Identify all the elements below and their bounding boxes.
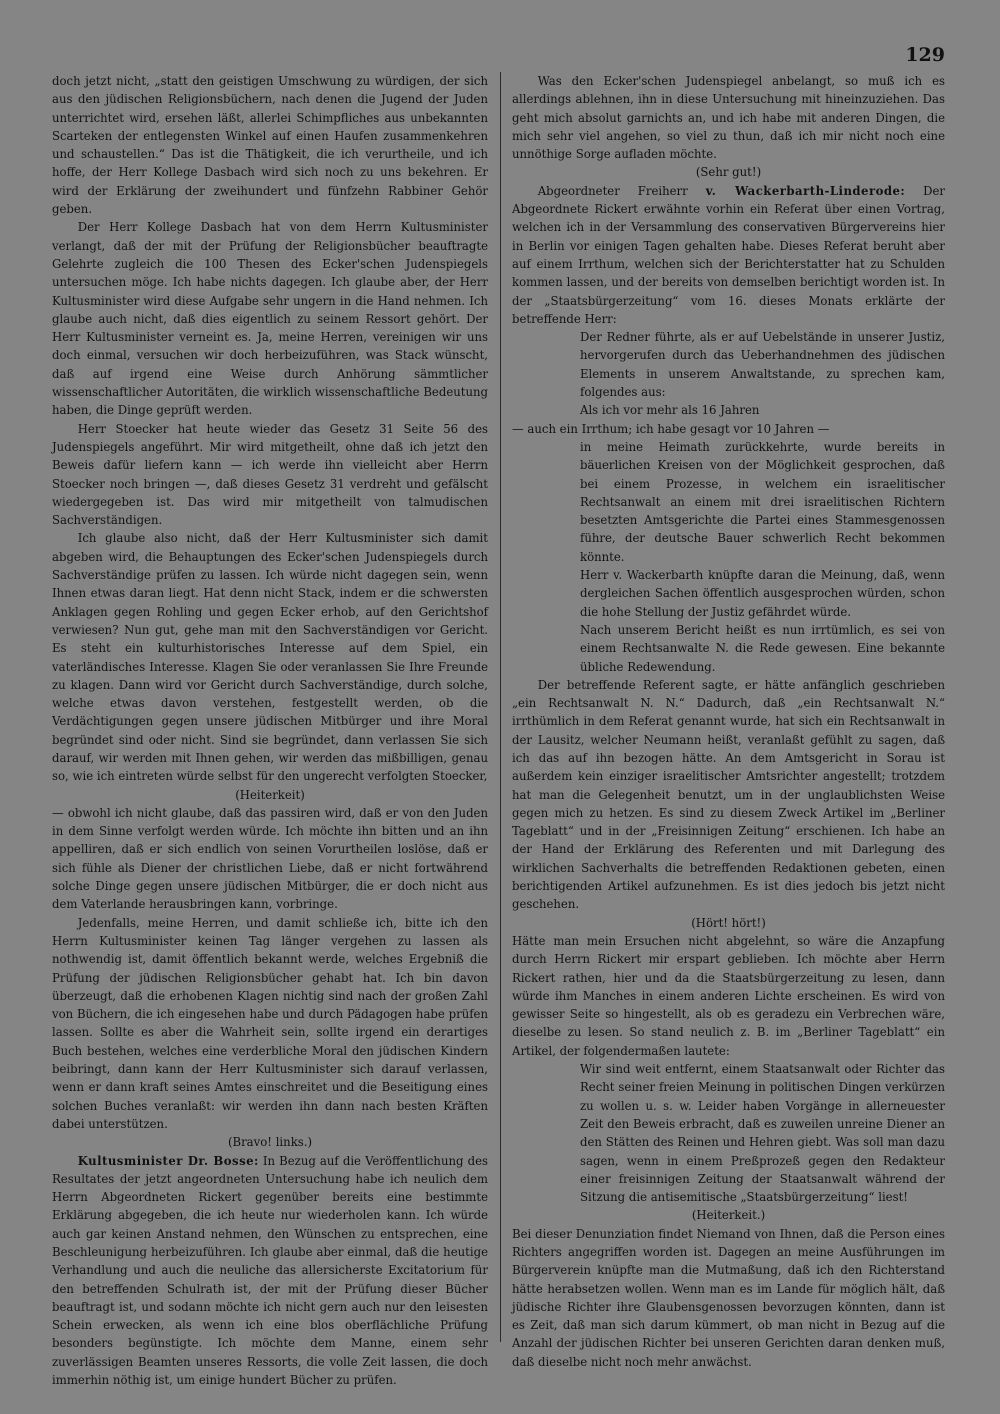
paragraph: Ich glaube also nicht, daß der Herr Kultusminister sich damit abgeben wird, die Behauptungen des Ecker'schen Judenspiegels durch Sachverständige prüfen zu lassen. Ich würde nicht dagegen sein, wenn Ihnen etwas daran liegt. Hat denn nicht Stack, indem er die schwersten Anklagen gegen Rohling und gegen Ecker erhob, auf den Gerichtshof verwiesen? Nun gut, gehe man mit den Sachverständigen vor Gericht. Es steht ein kulturhistorisches Interesse auf dem Spiel, ein vaterländisches Interesse. Klagen Sie oder veranlassen Sie Ihre Freunde zu klagen. Dann wird vor Gericht durch Sachverständige, durch solche, welche etwas davon verstehen, festgestellt werden, ob die Verdächtigungen gegen unsere jüdischen Mitbürger und ihre Moral begründet sind oder nicht. Sind sie begründet, dann verlassen Sie sich darauf, wir werden mit Ihnen gehen, wir werden das mißbilligen, genau so, wie ich eintreten würde selbst für den ungerecht verfolgten Stoecker, [52,531,488,784]
quoted-paragraph [580,1060,945,1206]
paragraph: — obwohl ich nicht glaube, daß das passiren wird, daß er von den Juden in dem Sinne verfolgt werden würde. Ich möchte ihn bitten und an ihn appelliren, daß er sich endlich von seinen Vorurtheilen loslöse, daß er sich fühle als Diener der christlichen Liebe, daß er nicht fortwährend solche Dinge gegen unsere jüdischen Mitbürger, die er doch nicht aus dem Vaterlande herausbringen kann, vorbringe. [52,805,488,912]
interjection: (Heiterkeit) [235,787,305,802]
speech-text: In Bezug auf die Veröffentlichung des Resultates der jetzt angeordneten Untersuchung habe ich neulich dem Herrn Abgeordneten Rickert gegenüber bereits eine bestimmte Erklärung abgegeben, die ich heute nur wiederholen kann. Ich würde auch gar keinen Anstand nehmen, den Wünschen zu entsprechen, eine Beschleunigung herbeizuführen. Ich glaube aber einmal, daß die heutige Verhandlung und auch die neuliche das allersicherste Excitatorium für den betreffenden Schulrath ist, der mit der Prüfung dieser Bücher beauftragt ist, und sodann möchte ich nicht gern auch nur den leisesten Schein erwecken, als wenn ich eine blos oberflächliche Prüfung besonders begünstigte. Ich möchte dem Manne, einem sehr zuverlässigen Beamten unseres Ressorts, die volle Zeit lassen, die doch immerhin nöthig ist, um einige hundert Bücher zu prüfen. [52,1153,488,1388]
quoted-paragraph [580,621,945,676]
paragraph: Der Herr Kollege Dasbach hat von dem Herrn Kultusminister verlangt, daß der mit der Prüfung der Religionsbücher beauftragte Gelehrte zugleich die 100 Thesen des Ecker'schen Judenspiegels untersuchen möge. Ich habe nichts dagegen. Ich glaube aber, der Herr Kultusminister wird diese Aufgabe sehr ungern in die Hand nehmen. Ich glaube auch nicht, daß dies eigentlich zu seinem Ressort gehört. Der Herr Kultusminister verneint es. Ja, meine Herren, vereinigen wir uns doch einmal, versuchen wir doch herbeizuführen, was Stack wünscht, daß auf irgend eine Weise durch Anhörung sämmtlicher wissenschaftlicher Autoritäten, die wirklich wissenschaftliche Bedeutung haben, die Dinge geprüft werden. [52,220,488,418]
quote-text: Herr v. Wackerbarth knüpfte daran die Meinung, daß, wenn dergleichen Sachen öffentlich ausgesprochen würden, schon die hohe Stellung der Justiz gefährdet würde. [580,568,945,619]
speaker-prefix: Abgeordneter Freiherr [537,183,688,198]
quote-text: Als ich vor mehr als 16 Jahren [580,403,760,418]
quoted-paragraph [580,438,945,566]
paragraph: Was den Ecker'schen Judenspiegel anbelangt, so muß ich es allerdings ablehnen, ihn in diese Untersuchung mit hineinzuziehen. Das geht mich absolut garnichts an, und ich habe mit anderen Dingen, die mich sehr viel angehen, so viel zu thun, daß ich mir nicht noch eine unnöthige Sorge aufladen möchte. [512,74,945,162]
paragraph: Bei dieser Denunziation findet Niemand von Ihnen, daß die Person eines Richters angegriffen worden ist. Dagegen an meine Ausführungen im Bürgerverein knüpfte man die Mutmaßung, daß ich den Richterstand hätte herabsetzen wollen. Wenn man es im Lande für möglich hält, daß jüdische Richter ihre Glaubensgenossen bevorzugen könnten, dann ist es Zeit, daß man sich darum kümmert, ob man nicht in Bezug auf die Anzahl der jüdischen Richter bei unseren Gerichten daran denken muß, daß dieselbe nicht noch mehr anwächst. [512,1226,945,1369]
left-column [52,72,488,1389]
quoted-paragraph [580,328,945,401]
speech-text: Der Abgeordnete Rickert erwähnte vorhin ein Referat über einen Vortrag, welchen ich in der Versammlung des conservativen Bürgervereins hier in Berlin vor einigen Tagen gehalten habe. Dieses Referat beruht aber auf einem Irrthum, welchen sich der Berichterstatter hat zu Schulden kommen lassen, und der bereits von demselben berichtigt worden ist. In der „Staatsbürgerzeitung“ vom 16. dieses Monats erklärte der betreffende Herr: [512,183,946,326]
paragraph: — auch ein Irrthum; ich habe gesagt vor 10 Jahren — [512,421,830,436]
paragraph: Hätte man mein Ersuchen nicht abgelehnt, so wäre die Anzapfung durch Herrn Rickert mir erspart geblieben. Ich möchte aber Herrn Rickert rathen, hier und da die Staatsbürgerzeitung zu lesen, dann würde ihm Manches in einem anderen Lichte erscheinen. Es wird von gewisser Seite so hingestellt, als ob es geradezu ein Verbrechen wäre, dieselbe zu lesen. So stand neulich z. B. im „Berliner Tageblatt“ ein Artikel, der folgendermaßen lautete: [512,933,945,1058]
interjection: (Heiterkeit.) [691,1208,766,1223]
column-divider [500,72,501,1342]
quote-text: Nach unserem Bericht heißt es nun irrtümlich, es sei von einem Rechtsanwalte N. die Rede gewesen. Eine bekannte übliche Redewendung. [580,622,945,674]
paragraph: Der betreffende Referent sagte, er hätte anfänglich geschrieben „ein Rechtsanwalt N. N.“ Dadurch, daß „ein Rechtsanwalt N.“ irrthümlich in dem Referat genannt wurde, hat sich ein Rechtsanwalt in der Lausitz, welcher Neumann heißt, veranlaßt gefühlt zu sagen, daß ich das auf ihn bezogen hätte. An dem Amtsgericht in Sorau ist außerdem kein einziger israelitischer Amtsrichter angestellt; trotzdem hat man die Gelegenheit benutzt, um in der unglaublichsten Weise gegen mich zu hetzen. Es sind zu diesem Zweck Artikel im „Berliner Tageblatt“ und in der „Freisinnigen Zeitung“ erschienen. Ich habe an der Hand der Erklärung des Referenten und mit Darlegung des wirklichen Sachverhalts die betreffenden Redaktionen gebeten, einen berichtigenden Artikel aufzunehmen. Es ist dies jedoch bis jetzt nicht geschehen. [512,677,945,912]
quoted-paragraph [580,401,945,419]
quoted-paragraph [580,566,945,621]
quote-text: in meine Heimath zurückkehrte, wurde bereits in bäuerlichen Kreisen von der Möglichkeit gesprochen, daß bei einem Prozesse, in welchem ein israelitischer Rechtsanwalt an einem mit drei israelitischen Richtern besetzten Amtsgerichte die Partei eines Stammesgenossen führe, der deutsche Bauer schwerlich Recht bekommen könnte. [580,439,945,564]
interjection: (Sehr gut!) [695,165,762,180]
interjection: (Hört! hört!) [691,915,766,930]
speaker-name: v. Wackerbarth-Linderode: [705,183,906,198]
quote-text: Wir sind weit entfernt, einem Staatsanwalt oder Richter das Recht seiner freien Meinung in politischen Dingen verkürzen zu wollen u. s. w. Leider haben Vorgänge in allerneuester Zeit den Beweis erbracht, daß es zuweilen unreine Diener an den Stätten des Reinen und Hehren giebt. Was soll man dazu sagen, wenn in einem Preßprozeß gegen den Redakteur einer freisinnigen Zeitung der Staatsanwalt während der Sitzung die antisemitische „Staatsbürgerzeitung“ liest! [580,1062,945,1205]
speaker-paragraph [52,1152,488,1390]
paragraph: Herr Stoecker hat heute wieder das Gesetz 31 Seite 56 des Judenspiegels angeführt. Mir wird mitgetheilt, ohne daß ich jetzt den Beweis dafür liefern kann — ich werde ihn vielleicht aber Herrn Stoecker noch bringen —, daß dieses Gesetz 31 verdreht und gefälscht wiedergegeben ist. Das wird mir mitgetheilt von talmudischen Sachverständigen. [52,421,488,528]
speaker-name: Kultusminister Dr. Bosse: [77,1153,259,1168]
right-column [512,72,945,1371]
speaker-paragraph [512,182,945,328]
paragraph: Jedenfalls, meine Herren, und damit schließe ich, bitte ich den Herrn Kultusminister keinen Tag länger vergehen zu lassen als nothwendig ist, damit öffentlich bekannt werde, welches Ergebniß die Prüfung der jüdischen Religionsbücher gehabt hat. Ich bin davon überzeugt, daß die erhobenen Klagen nichtig sind nach der großen Zahl von Büchern, die ich eingesehen habe und durch Pädagogen habe prüfen lassen. Sollte es aber die Wahrheit sein, sollte irgend ein derartiges Buch bestehen, welches eine verderbliche Moral den jüdischen Kindern beibringt, dann kann der Herr Kultusminister sich darauf verlassen, wenn er dann kraft seines Amtes einschreitet und die Beseitigung eines solchen Buches veranlaßt: wir werden ihn dann nach besten Kräften dabei unterstützen. [52,915,488,1131]
paragraph: doch jetzt nicht, „statt den geistigen Umschwung zu würdigen, der sich aus den jüdischen Religionsbüchern, nach denen die Jugend der Juden unterrichtet wird, ersehen läßt, allerlei Schimpfliches aus unbekannten Scarteken der entlegensten Winkel auf einen Haufen zusammenkehren und schaustellen.“ Das ist die Thätigkeit, die ich verurtheile, und ich hoffe, der Herr Kollege Dasbach wird sich noch zu uns bekehren. Er wird der Erklärung der zweihundert und fünfzehn Rabbiner Gehör geben. [52,74,488,217]
interjection: (Bravo! links.) [227,1135,313,1150]
quote-text: Der Redner führte, als er auf Uebelstände in unserer Justiz, hervorgerufen durch das Ueberhandnehmen des jüdischen Elements in unserem Anwaltstande, zu sprechen kam, folgendes aus: [580,330,945,400]
page-number: 129 [905,44,945,66]
